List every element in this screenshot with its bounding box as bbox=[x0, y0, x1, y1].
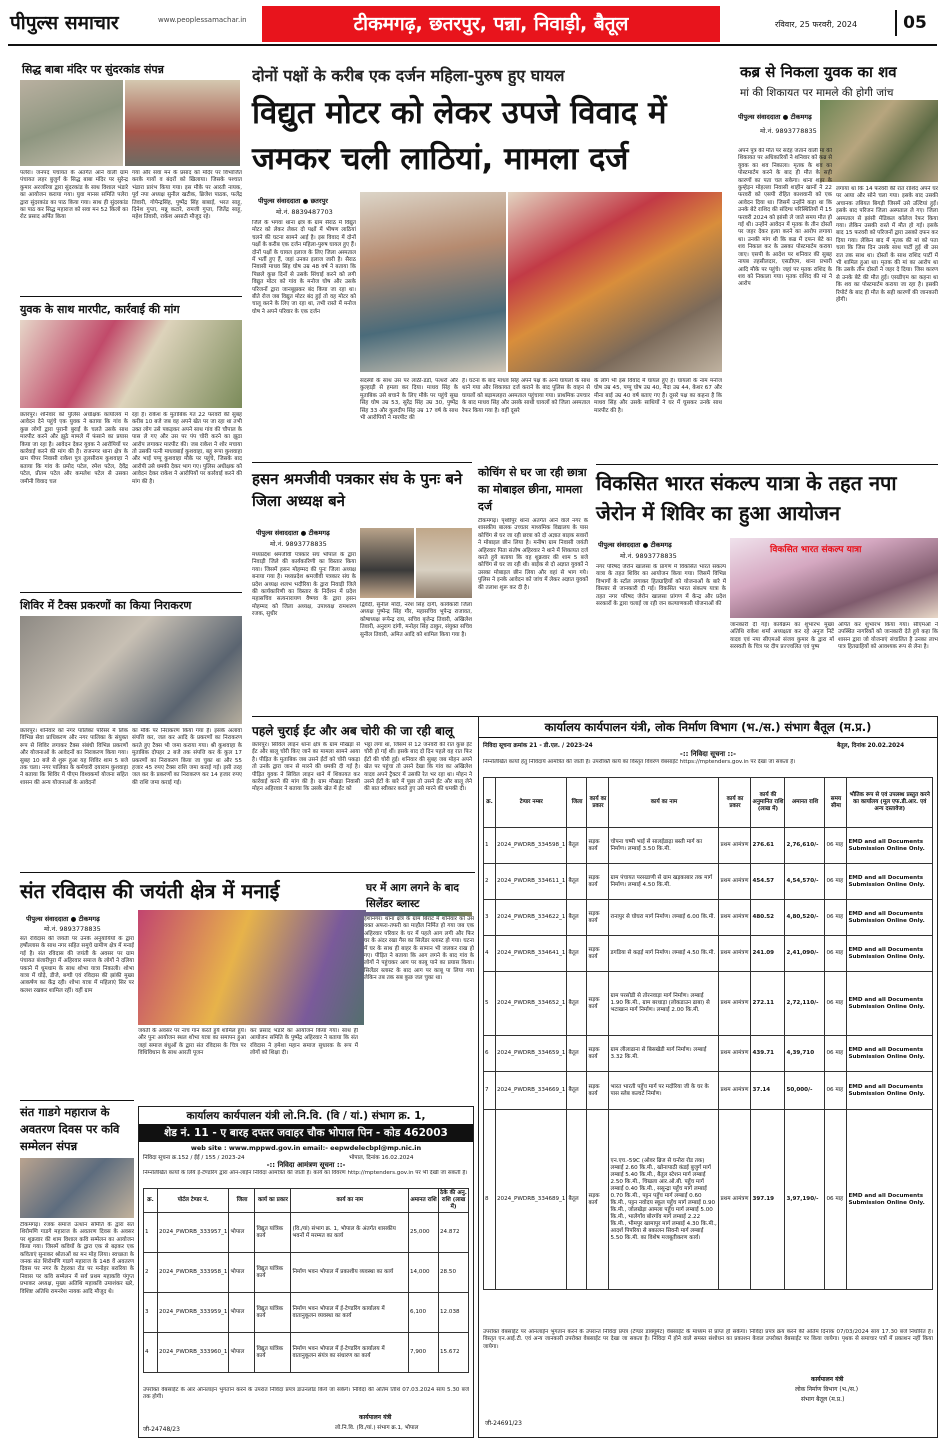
cell: बैतूल bbox=[567, 900, 587, 936]
cell: बैतूल bbox=[567, 1110, 587, 1290]
cell: 5 bbox=[484, 972, 496, 1036]
rule-a4 bbox=[20, 872, 475, 873]
cell: EMD and all Documents Submission Online Only. bbox=[847, 1036, 933, 1072]
cell: EMD and all Documents Submission Online Only. bbox=[847, 864, 933, 900]
tender1-sign2: लो.नि.वि. (वि./यां.) संभाग क्र.1, भोपाल bbox=[335, 1425, 419, 1431]
t1-h-portal: पोर्टल टेण्डर नं. bbox=[158, 1189, 229, 1213]
a12-photo bbox=[730, 538, 938, 618]
cell: 06 माह bbox=[825, 1036, 847, 1072]
cell: प्रथम आमंत्रण bbox=[719, 936, 751, 972]
cell: 3 bbox=[144, 1293, 158, 1333]
regions-banner: टीकमगढ़, छतरपुर, पन्ना, निवाड़ी, बैतूल bbox=[262, 6, 720, 42]
cell: 06 माह bbox=[825, 972, 847, 1036]
cell: प्रथम आमंत्रण bbox=[719, 972, 751, 1036]
cell: 2 bbox=[484, 864, 496, 900]
t2-h-invite: कार्य का प्रकार bbox=[719, 778, 751, 828]
a11-sub: मां की शिकायत पर मामले की होगी जांच bbox=[740, 87, 894, 99]
cell: प्रथम आमंत्रण bbox=[719, 1110, 751, 1290]
t2-h-sn: क्र. bbox=[484, 778, 496, 828]
a5-body: टीकमगढ़। रजक समाज उत्थान समिति के द्वारा संत शिरोमणि गाडगे महाराज के अवतरण दिवस के अवसर पर शुक्रवार की शाम विशाल कवि सम्मेलन का आयोजन किया गया। जिसमें कवियों के द्वारा एक से बढ़कर एक कविताएं सुनाकर श्रोताओं का मन मोह लिया। स्वच्छता के जनक संत शिरोमणि गाडगे महाराज के 148 वें अवतरण दिवस पर नगर के टेहरका रोड पर मनोहर बरारिया के निवास पर कवि सम्मेलन में सर्व प्रथम महाकवि पंगुप्त प्रभाकर अध्यक्ष, मुख्य अतिथि महाकवि उमाशंकर खरे, विशिष्ट अतिथि रामनरेश नायक आदि मौजूद थे। bbox=[20, 1222, 134, 1295]
t2-h-office: भौतिक रूप से एवं उपलब्ध प्रस्तुत करने का कार्यालय (मूल एफ.डी.आर. एवं अन्य दस्तावेज) bbox=[847, 778, 933, 828]
issue-date: रविवार, 25 फरवरी, 2024 bbox=[775, 20, 858, 29]
cell: 3,97,190/- bbox=[785, 1110, 825, 1290]
a9-col1: छतरपुर। सिविल लाइन थाना क्षेत्र के ग्राम मौखड़ा से ईंट और बालू चोरी किए जाने का मामला सामने आया है। पीड़ित के मुताबिक जब उसने ईंटों को चोरी पकड़ा तो उनके द्वारा जान से मारने की धमकी दी गई है। पीड़ित युवक ने सिविल लाइन थाने में शिकायत कर कार्रवाई करने की मांग की है। ग्राम मौखड़ा निवासी मोहन अहिरवार ने बताया कि उसके खेत में ईंट को bbox=[252, 742, 360, 793]
a1-headline: सिद्ध बाबा मंदिर पर सुंदरकांड संपन्न bbox=[22, 63, 164, 76]
cell: 2 bbox=[144, 1253, 158, 1293]
cell: भोपाल bbox=[229, 1253, 255, 1293]
cell: बैतूल bbox=[567, 1072, 587, 1110]
a6-col3: है। घटना के बाद माधव सिंह अपने पक्ष के अन्य घायलों के साथ थाने गया और शिकायत दर्ज कराने के बाद पुलिस के वाहन से घायलों को बड़ामलहरा अस्पताल पहुंचाया गया। प्राथमिक उपचार के बाद माधव सिंह और उसके साथी घायलों को जिला अस्पताल रेफर किया गया है। वहीं दूसरे bbox=[462, 378, 590, 414]
cell: प्रथम आमंत्रण bbox=[719, 1072, 751, 1110]
a12-byline: पीपुल्स संवाददाता ● टीकमगढ़ bbox=[598, 541, 672, 549]
table-row bbox=[144, 1213, 469, 1253]
cell: (वि./यां) संभाग क्र. 1, भोपाल के अंतर्गत शासकीय भवनों में मरम्मत का कार्य bbox=[291, 1213, 409, 1253]
cell: विद्युत यांत्रिक कार्य bbox=[255, 1253, 291, 1293]
cell: 2024_PWDRB_334641_1 bbox=[496, 936, 567, 972]
t2-h-work: कार्य का नाम bbox=[609, 778, 719, 828]
cell: 2024_PWDRB_333958_1 bbox=[158, 1253, 229, 1293]
rule-a7 bbox=[252, 462, 472, 463]
rule-a12 bbox=[596, 464, 938, 465]
cell: 06 माह bbox=[825, 828, 847, 864]
cell: भोपाल bbox=[229, 1213, 255, 1253]
cell: 25,000 bbox=[409, 1213, 439, 1253]
table-row bbox=[484, 972, 933, 1036]
a11-col1: अपने पुत्र की मौत पर संदेह जताने वाली मां की शिकायत पर अधिकारियों ने शनिवार को कब्र से युवक का शव निकाला। मृतक के शव का पोस्टमार्टम करने के बाद ही मौत के सही कारणों का पता चल सकेगा। थाना शहर के कुम्हेड़न मोहल्ला निवासी शाहीन खानों ने 22 फरवरी को एसपी रोहित काशवानी को एक आवेदन दिया था। जिसमें उन्होंने कहा था कि उनके बेटे राशिद की संदिग्ध परिस्थितियों में 15 फरवरी 2024 को झांसी ले जाते समय मौत हो गई थी। उन्होंने आवेदन में मृतक के तीन दोस्तों पर जहर देकर हत्या करने का आरोप लगाया था। उनकी मांग थी कि कब्र में दफन बेटे का शव निकाल कर के उसका पोस्टमार्टम कराया जाए। एसपी के आदेश पर शनिवार की सुबह नायब तहसीलदार, एसडीएम, थाना प्रभारी आदि मौके पर पहुंचे। जहां पर मृतक राशिद के शव को निकाला गया। मृतक राशिद की मां ने आरोप bbox=[738, 148, 832, 288]
table-row bbox=[484, 1072, 933, 1110]
cell: 4 bbox=[484, 936, 496, 972]
a4-col3: कर प्रसाद भंडारे का आयोजन किया गया। साथ ही आयोजन समिति के पुष्पेंद्र अहिरवार ने बताया कि संत रविदास ने हमेशा महान समाज सुधारक के रूप में लोगों को शिक्षा दी। bbox=[250, 1028, 358, 1057]
a6-photo-right bbox=[508, 192, 722, 372]
cell: 3 bbox=[484, 900, 496, 936]
masthead bbox=[0, 0, 945, 48]
t1-h-sn: क्र. bbox=[144, 1189, 158, 1213]
cell: निर्माण भवन भोपाल में ई-टेण्डरिंग कार्यालय में वातानुकूलन व्यवस्था का कार्य bbox=[291, 1293, 409, 1333]
cell: बैतूल bbox=[567, 936, 587, 972]
cell: डगडिया से कढ़ई मार्ग निर्माण। लम्बाई 4.50 कि.मी. bbox=[609, 936, 719, 972]
a4-mobile: मो.नं. 9893778835 bbox=[44, 925, 101, 933]
cell: 50,000/- bbox=[785, 1072, 825, 1110]
cell: ग्राम पंचायत परसडाणी से ग्राम खड़काबार तक मार्ग निर्माण। लम्बाई 4.50 कि.मी. bbox=[609, 864, 719, 900]
tender2-sign2: लोक निर्माण विभाग (भ./स.) bbox=[795, 1386, 859, 1393]
tender1-sub: -:: निविदा आमंत्रण सूचना ::- bbox=[266, 1161, 346, 1169]
cell: रानापुर से घोघरा मार्ग निर्माण। लम्बाई 6.00 कि.मी. bbox=[609, 900, 719, 936]
a7-headline: हसन श्रमजीवी पत्रकार संघ के पुनः बने जिला अध्यक्ष बने bbox=[252, 470, 463, 510]
tender1-intro: निम्नलिखित कार्यों के लिये ई-टेण्डरिंग द्वारा ऑन-लाईन निविदा आमंत्रित की जाती है। कार्य का विवरण http://mptenders.gov.in पर भी देखी जा सकती है। bbox=[143, 1170, 468, 1176]
a4-col2: जयंती के अवसर पर नाच गान करते हुये शामिल हुये। और पुनः आयोजन स्थल शोभा यात्रा का समापन हुआ जहां समाज बंधुओं के द्वारा संत रविदास के चित्र पर विधिविधान के साथ आरती पूजन bbox=[138, 1028, 246, 1057]
cell: EMD and all Documents Submission Online Only. bbox=[847, 936, 933, 972]
cell: 06 माह bbox=[825, 900, 847, 936]
a6-byline: पीपुल्स संवाददाता ● छतरपुर bbox=[258, 197, 328, 205]
cell: 4 bbox=[144, 1333, 158, 1373]
tender2-box bbox=[478, 716, 938, 1438]
t1-h-type: कार्य का प्रकार bbox=[255, 1189, 291, 1213]
tender2-ref: जी-24691/23 bbox=[485, 1420, 522, 1427]
tender2-sign: कार्यपालन यंत्री bbox=[811, 1376, 844, 1383]
tender2-title-rule bbox=[479, 737, 937, 738]
cell: 6,100 bbox=[409, 1293, 439, 1333]
cell: 276.61 bbox=[751, 828, 785, 864]
cell: 2024_PWDRB_334611_1 bbox=[496, 864, 567, 900]
cell: 397.19 bbox=[751, 1110, 785, 1290]
cell: 8 bbox=[484, 1110, 496, 1290]
cell: 2,72,110/- bbox=[785, 972, 825, 1036]
a11-byline: पीपुल्स संवाददाता ● टीकमगढ़ bbox=[738, 113, 812, 121]
a6-photo-left bbox=[360, 192, 506, 372]
a4-col1: संत रविदास की जयंती पर उनके अनुयायियों के द्वारा हर्षोल्लास के साथ नगर सहित समूचे ग्रामीण क्षेत्र में मनाई गई है। संत रविदास की जयंती के अवसर पर ग्राम पंचायत बंजारीपुरा में अहिरवार समाज के लोगों ने दलिया पकाने में धूमधाम के साथ शोभा यात्रा निकाली। शोभा यात्रा में घोड़े, डीजे, बग्घी एवं रविदास की झांकी मुख्य आकर्षण का केंद्र रही। शोभा यात्रा में महिलाएं सिर पर कलश रखकर शामिल रहीं। वहीं ग्राम bbox=[20, 936, 134, 994]
a12-col1: नगर परिषद जेरोन खालसा के प्रांगण में विकसित भारत संकल्प यात्रा के तहत शिविर का आयोजन किया गया। जिसमें विभिन्न विभागों के स्टॉल लगाकर हितग्राहियों को योजनाओं के बारे में विस्तार से जानकारी दी गई। विकसित भारत संकल्प यात्रा के तहत नगर परिषद जेरोन खालसा प्रांगण में केन्द्र और प्रदेश सरकारों के द्वारा चलाई जा रही जन कल्याणकारी योजनाओं की bbox=[596, 564, 726, 608]
cell: ग्राम परसोडी से तोरनवाड़ा मार्ग निर्माण। लम्बाई 1.90 कि.मी., ग्राम बरधाड़ा (लोकडाउन ढाबा) से भटाखान मार्ग निर्माण। लम्बाई 2.00 कि.मी. bbox=[609, 972, 719, 1036]
a7-col1: मध्यप्रदेश श्रमजीवी पत्रकार संघ भोपाल के द्वारा निवाड़ी जिले की कार्यकारिणी का विस्तार किया गया। जिसमें हसन मोहम्मद की पुनः जिला अध्यक्ष बनाया गया है। मध्यप्रदेश श्रमजीवी पत्रकार संघ के प्रदेश अध्यक्ष शलभ भदौरिया के द्वारा निवाड़ी जिले की कार्यकारिणी का विस्तार के निर्देशन में प्रदेश महासचिव सत्यनारायण वैष्णव के द्वारा हसन मोहम्मद को जिला अध्यक्ष, उपाध्यक्ष रामशरण रजक, सुधीर bbox=[252, 552, 356, 618]
cell: बैतूल bbox=[567, 828, 587, 864]
cell: 241.09 bbox=[751, 936, 785, 972]
table-row bbox=[484, 828, 933, 864]
site-url: www.peoplessamachar.in bbox=[158, 16, 247, 24]
a5-photo bbox=[20, 1158, 134, 1218]
table-row bbox=[484, 1110, 933, 1290]
cell: भारत भारती पहुँच मार्ग पर मदोरिया जी के घर के पास स्लेब कल्वर्ट निर्माण। bbox=[609, 1072, 719, 1110]
a12-col2: जानकारी दी गई। कार्यक्रम का शुभारंभ मुख्य अतिथि राकेश शर्मा अध्यक्षता कर रहे अनुज निटें यादव एवं नपा सीएमओ संजय कुमार के द्वारा माँ सरस्वती के चित्र पर दीप प्रज्ज्वलित एवं पुष्प bbox=[730, 622, 834, 651]
cell: सड़क कार्य bbox=[587, 1072, 609, 1110]
page-number: 05 bbox=[895, 10, 933, 36]
a1-photo-left bbox=[20, 80, 123, 166]
cell: सड़क कार्य bbox=[587, 936, 609, 972]
cell: सड़क कार्य bbox=[587, 828, 609, 864]
a4-byline: पीपुल्स संवाददाता ● टीकमगढ़ bbox=[26, 915, 100, 923]
cell: 4,54,570/- bbox=[785, 864, 825, 900]
cell: बैतूल bbox=[567, 1036, 587, 1072]
cell: 439.71 bbox=[751, 1036, 785, 1072]
cell: EMD and all Documents Submission Online Only. bbox=[847, 828, 933, 864]
brand-logo: पीपुल्स समाचार bbox=[10, 12, 119, 34]
cell: विद्युत यांत्रिक कार्य bbox=[255, 1213, 291, 1253]
cell: निर्माण भवन भोपाल में ई-टेण्डरिंग कार्यालय में वातानुकूलन संयंत्र का संधारण का कार्य bbox=[291, 1333, 409, 1373]
cell: 7,900 bbox=[409, 1333, 439, 1373]
cell: भोपाल bbox=[229, 1293, 255, 1333]
cell: एन.एच.-59C (ओवर ब्रिज से घनोरा रोड तक) लम्बाई 2.60 कि.मी., खोनापाठी कंडई बुजुर्ग मार्ग लम्बाई 5.40 कि.मी., बैतूल स्टेशन मार्ग लम्बाई 2.50 कि.मी., चिखला आर.ओ.बी. पहुँच मार्ग लम्बाई 0.40 कि.मी., ससुन्द्रा पहुँच मार्ग लम्बाई 0.70 कि.मी., पट्टन पहुँच मार्ग लम्बाई 0.60 कि.मी., पट्टन नवोदय स्कूल पहुँच मार्ग लम्बाई 0.90 कि.मी., जोलखेड़ा आमला पहुँच मार्ग लम्बाई 5.00 कि.मी., भालेगाँव बोरगाँव मार्ग लम्बाई 2.22 कि.मी., भीमपुर खामापुर मार्ग लम्बाई 4.30 कि.मी., आदर्श पिपरिया से बकालन सिवनी मार्ग लम्बाई 5.50 कि.मी. का विशेष मजबूतीकरण कार्य। bbox=[609, 1110, 719, 1290]
table-row bbox=[144, 1333, 469, 1373]
cell: विद्युत यांत्रिक कार्य bbox=[255, 1293, 291, 1333]
cell: चोपना चष्पी भाई से सालईडाढ़ा बस्ती मार्ग का निर्माण। लम्बाई 3.50 कि.मी. bbox=[609, 828, 719, 864]
cell: 2,76,610/- bbox=[785, 828, 825, 864]
t1-h-district: जिला bbox=[229, 1189, 255, 1213]
cell: सड़क कार्य bbox=[587, 972, 609, 1036]
t2-h-worktype: कार्य का प्रकार bbox=[587, 778, 609, 828]
cell: EMD and all Documents Submission Online Only. bbox=[847, 900, 933, 936]
a11-photo bbox=[820, 100, 938, 182]
cell: 1 bbox=[484, 828, 496, 864]
a1-photo-right bbox=[125, 80, 240, 166]
cell: 06 माह bbox=[825, 864, 847, 900]
cell: 06 माह bbox=[825, 1072, 847, 1110]
tender2-intro: निम्नलिखित कार्यों हेतु निविदायें आमंत्रित की जाती है। उपरोक्ति कार्य का विस्तृत विवरण वेबसाईट https://mptenders.gov.in पर देखा जा सकता है। bbox=[483, 759, 796, 765]
masthead-rule bbox=[8, 44, 937, 46]
a6-col1: जिले के भगवां थाना क्षेत्र के ग्राम सैराठ में विद्युत मोटर को लेकर लेकर दो पक्षों में भीषण लाठियां चलने की घटना सामने आई है। इस विवाद में दोनों पक्षों के करीब एक दर्जन महिला-पुरुष घायल हुए हैं। दोनों पक्षों के घायल इलाज के लिए जिला अस्पताल में भर्ती हुए हैं, जहां उनका इलाज जारी है। सैराठ निवासी माधव सिंह घोष उम्र 48 वर्ष ने बताया कि पिछले कुछ दिनों से उसके सिंचाई करने को लगी विद्युत मोटर को गांव के मनोज घोष और उसके परिजनों द्वारा जानबूझकर बंद किया जा रहा था। बीते रोज जब विद्युत मोटर बंद हुई तो वह मोटर को चालू करने के लिए जा रहा था, तभी रास्ते में मनोज घोष ने अपने परिवार के एक दर्जन bbox=[252, 220, 356, 315]
tender1-address: शेड नं. 11 - ए बारह दफ्तर जवाहर चौक भोपाल पिन - कोड 462003 bbox=[139, 1124, 473, 1142]
t1-h-est: ठेके की अनु. राशि (लाख में) bbox=[439, 1189, 469, 1213]
a3-col1: छतरपुर। शनिवार को नगर पालिका परिसर में लिंक विभिन्न सेवा प्राधिकरण और नगर पालिका के संयुक्त रूप से शिविर लगाकर टैक्स संबंधी विभिन्न प्रकरणों और योजनाओं के आवेदनों का निराकरण किया गया। सुबह 10 बजे से शुरू हुआ यह शिविर शाम 5 बजे तक चला। नगर पालिका के कर्मचारी दयाराम कुशवाहा ने बताया कि शिविर में पीएम विश्वकर्मा योजना सहित शासन की अन्य योजनाओं के आवेदनों bbox=[20, 728, 128, 786]
t2-h-emd: अमानत राशि bbox=[785, 778, 825, 828]
cell: बैतूल bbox=[567, 972, 587, 1036]
a7-photo-2 bbox=[416, 528, 472, 598]
a7-mobile: मो.नं. 9893778835 bbox=[270, 540, 327, 548]
a2-col2: रहा है। राकेश के मुताबिक गत 22 फरवरी की सुबह करीब 10 बजे जब वह अपने खेत पर जा रहा था तभी उक्त लोग उसे पकड़कर अपने साथ गांव की चौपाल के पास ले गए और उस पर पंप चोरी करने का झूठा आरोप लगाकर मारपीट की। जब राकेश ने शोर मचाया तो उसकी पत्नी माधवबाई कुशवाहा, बहू रूपा कुशवाहा और भाई पप्पू कुशवाहा मौके पर पहुंचे, जिसके बाद आरोपी उसे धमकी देकर भाग गए। पुलिस अधीक्षक को आवेदन देकर राकेश ने आरोपियों पर कार्रवाई करने की मांग की है। bbox=[132, 412, 242, 485]
tender2-table bbox=[483, 777, 933, 1290]
table-row bbox=[484, 900, 933, 936]
cell: सड़क कार्य bbox=[587, 864, 609, 900]
cell: 2024_PWDRB_334689_1 bbox=[496, 1110, 567, 1290]
a12-banner-text: विकसित भारत संकल्प यात्रा bbox=[770, 545, 862, 555]
a4-headline: संत रविदास की जयंती क्षेत्र में मनाई bbox=[20, 879, 280, 903]
a3-headline: शिविर में टैक्स प्रकरणों का किया निराकरण bbox=[20, 599, 192, 612]
tender1-title: कार्यालय कार्यपालन यंत्री लो.नि.वि. (वि / यां.) संभाग क्र. 1, bbox=[186, 1110, 426, 1122]
tender1-notice-date: भोपाल, दिनांक 16.02.2024 bbox=[349, 1155, 414, 1161]
tender1-header-row bbox=[144, 1189, 469, 1213]
a6-col2: सदस्यों के साथ उस पर लाठी-डंडों, पत्थरों और कुल्हाड़ी से हमला कर दिया। माधव सिंह के मुताबिक उसे बचाने के लिए मौके पर पहुंचे सुख सिंह घोष उम्र 53, सुरेंद्र सिंह उम्र 30, पुष्पेंद्र सिंह 33 और कुलदीप सिंह उम्र 17 वर्ष के साथ भी आरोपियों ने मारपीट की bbox=[360, 378, 458, 422]
cell: 6 bbox=[484, 1036, 496, 1072]
cell: 15.672 bbox=[439, 1333, 469, 1373]
t2-h-est: कार्य की अनुमानित राशि (लाख में) bbox=[751, 778, 785, 828]
cell: 4,80,520/- bbox=[785, 900, 825, 936]
cell: 272.11 bbox=[751, 972, 785, 1036]
a6-col4: के लोग भी इस विवाद में घायल हुए हैं। घायलों के नाम मनोज घोष उम्र 45, पप्पू घोष उम्र 40, मैदा उम्र 44, केशर 67 और मीना बाई उम्र 40 वर्ष बताए गए हैं। दूसरे पक्ष का कहना है कि माधव सिंह और उसके साथियों ने घर में घुसकर उनके साथ मारपीट की है। bbox=[594, 378, 722, 414]
a7-photo-1 bbox=[360, 528, 414, 598]
cell: 2024_PWDRB_334659_1 bbox=[496, 1036, 567, 1072]
cell: EMD and all Documents Submission Online Only. bbox=[847, 972, 933, 1036]
cell: 2024_PWDRB_334652_1 bbox=[496, 972, 567, 1036]
t1-h-work: कार्य का नाम bbox=[291, 1189, 409, 1213]
cell: 28.50 bbox=[439, 1253, 469, 1293]
cell: प्रथम आमंत्रण bbox=[719, 828, 751, 864]
a3-col2: का मौके पर निराकरण किया गया है। इसके अलावा संपत्ति कर, जल कर आदि के प्रकरणों का निराकरण करते हुए टैक्स भी जमा कराया गया। श्री कुशवाहा के मुताबिक दोपहर 2 बजे तक संपत्ति कर के कुल 17 प्रकरणों का निराकरण किया जा चुका था और 55 हजार 45 रुपए टैक्स राशि जमा कराई गई। इसी तरह जल कर के प्रकरणों का निराकरण कर 14 हजार रुपए की राशि जमा कराई गई। bbox=[132, 728, 242, 786]
cell: प्रथम आमंत्रण bbox=[719, 864, 751, 900]
cell: बैतूल bbox=[567, 864, 587, 900]
cell: 2024_PWDRB_333959_1 bbox=[158, 1293, 229, 1333]
cell: EMD and all Documents Submission Online Only. bbox=[847, 1110, 933, 1290]
cell: EMD and all Documents Submission Online Only. bbox=[847, 1072, 933, 1110]
tender2-notice-date: बैतूल, दिनांक 20.02.2024 bbox=[837, 743, 905, 749]
a8-body: टीकमगढ़। पृथ्वीपुर थाना अंतर्गत आने वाले नगर के शासकीय बालक उच्चतर माध्यमिक विद्यालय के पास कोचिंग से घर जा रही छात्रा को दो अज्ञात बाइक सवारों ने मोबाइल छीन लिया है। मनीषा ग्राम निवासी जयंती अहिरवार पिता संतोष अहिरवार ने थाने में शिकायत दर्ज करते हुये बताया कि वह शुक्रवार की शाम 5 बजे कोचिंग से घर जा रही थी। बाईक से दो अज्ञात युवकों ने उसका मोबाइल छीन लिया और वहां से भाग गये। पुलिस ने इनके आवेदन को जांच में लेकर अज्ञात युवकों की तलाश शुरू कर दी है। bbox=[478, 518, 588, 591]
cell: 4,39,710 bbox=[785, 1036, 825, 1072]
cell: 454.57 bbox=[751, 864, 785, 900]
a6-kicker: दोनों पक्षों के करीब एक दर्जन महिला-पुरुष हुए घायल bbox=[252, 66, 565, 85]
cell: 37.14 bbox=[751, 1072, 785, 1110]
a6-headline: विद्युत मोटर को लेकर उपजे विवाद में जमकर चली लाठियां, मामला दर्ज bbox=[252, 95, 667, 177]
tender2-sign3: संभाग बैतूल (म.प्र.) bbox=[801, 1396, 845, 1403]
a11-headline: कब्र से निकला युवक का शव bbox=[740, 63, 897, 81]
table-row bbox=[484, 1036, 933, 1072]
table-row bbox=[144, 1293, 469, 1333]
tender1-foot: उपरोक्त वेबसाईट के आर ऑनलाइन भुगतान करने के उपरांत निविदा प्रपत्र डाउनलोड किये जा सकेंगे। निविदा की अंतिम तिथि 07.03.2024 सायं 5.30 बजे तक होगी। bbox=[143, 1387, 469, 1401]
a7-byline: पीपुल्स संवाददाता ● टीकमगढ़ bbox=[256, 529, 330, 537]
cell: सड़क कार्य bbox=[587, 900, 609, 936]
a9-headline: पहले चुराई ईंट और अब चोरी की जा रही बालू bbox=[252, 724, 454, 738]
cell: 06 माह bbox=[825, 1110, 847, 1290]
cell: 1 bbox=[144, 1213, 158, 1253]
a11-col2: लगाया था कि 14 फरवरी की रात राशिद अपने घर पर आया और सोने चला गया। इसके बाद उसकी अचानक तबियत बिगड़ी जिसमें उसे उल्टियां हुईं। इसके बाद परिजन जिला अस्पताल ले गए। जिला अस्पताल से झांसी मेडिकल कॉलेज रेफर किया गया। लेकिन उसकी रास्ते में मौत हो गई। इसके बाद 15 फरवरी को परिजनों द्वारा उसको दफन कर दिया गया। लेकिन बाद में मृतक की मां को पता चला कि जिस दिन उसके साथ पार्टी हुई थी उस रात तक साथ था। दोस्तों के साथ राशिद पार्टी में भी शामिल हुआ था। मृतक की मां का आरोप था कि उसके तीन दोस्तों ने जहर दे दिया। जिस कारण से उनके बेटे की मौत हुई। एसडीएम का कहना था कि शव का पोस्टमार्टम कराया जा रहा है। इसकी रिपोर्ट के बाद ही मौत के सही कारणों की जानकारी होगी। bbox=[836, 186, 938, 304]
a5-headline: संत गाडगे महाराज के अवतरण दिवस पर कवि सम्मेलन संपन्न bbox=[20, 1105, 120, 1153]
tender1-notice-no: निविदा सूचना क्र.152 / ईई / 155 / 2023-24 bbox=[143, 1155, 245, 1161]
tender2-title: कार्यालय कार्यपालन यंत्री, लोक निर्माण विभाग (भ./स.) संभाग बैतूल (म.प्र.) bbox=[544, 720, 872, 734]
a9-col2: भट्टा लगा था, जिसमें से 12 जनवरी की रात कुछ ईंट चोरी हो गई थीं। इसके बाद दो दिन पहले वह रात फिर ईंटों की चोरी हुई। शनिवार की सुबह जब मोहन अपने खेत पर पहुंचा तो उसने देखा कि गांव का अखिलेश यादव अपने ट्रैक्टर में उसकी रेत भर रहा था। मोहन ने उसने ईंटों के बारे में पूछा तो उसने ईंट और बालू लेने की बात स्वीकार करते हुए उसे मारने की धमकी दी। bbox=[364, 742, 472, 793]
t2-h-district: जिला bbox=[567, 778, 587, 828]
cell: ग्राम लीलाढाना से बिसखेडी मार्ग निर्माण। लम्बाई 3.32 कि.मी. bbox=[609, 1036, 719, 1072]
cell: 2024_PWDRB_334598_1 bbox=[496, 828, 567, 864]
cell: 2024_PWDRB_334622_1 bbox=[496, 900, 567, 936]
cell: 06 माह bbox=[825, 936, 847, 972]
cell: 2024_PWDRB_333960_1 bbox=[158, 1333, 229, 1373]
cell: सड़क कार्य bbox=[587, 1110, 609, 1290]
t2-h-tender: टेण्डर नम्बर bbox=[496, 778, 567, 828]
a12-mobile: मो.नं. 9893778835 bbox=[620, 552, 677, 560]
t1-h-emd: अमानत राशि bbox=[409, 1189, 439, 1213]
table-row bbox=[484, 936, 933, 972]
a1-col1: पलेरा। जनपद पंचायत के अंतर्गत आने वाली ग्राम पंचायत लहर बुजुर्ग के सिद्ध बाबा मंदिर पर सुरेन्द्र कुमार अरजरिया द्वारा सुंदरकांड के साथ विशाल भंडारे का आयोजन कराया गया। युवा मानस समिति पलेरा द्वारा सुंदरकांड का पाठ किया गया। साथ ही सुंदरकांड का पाठ कर सिद्ध महाराज को सवा मन 52 किलो का रोट प्रसाद अर्पित किया bbox=[20, 170, 128, 221]
table-row bbox=[484, 864, 933, 900]
cell: निर्माण भवन भोपाल में प्रकाशीय व्यवस्था का कार्य bbox=[291, 1253, 409, 1293]
a2-col1: छतरपुर। शनिवार को पुलिस अधीक्षक कार्यालय में आवेदन देने पहुंचे एक युवक ने बताया कि गांव के कुछ लोगों द्वारा पुरानी बुराई के चलते उसके साथ मारपीट करने और झूठे मामले में फंसाने का प्रयास किया जा रहा है। आवेदन देकर युवक ने आरोपियों पर कार्रवाई करने की मांग की है। राजनगर थाना क्षेत्र के ग्राम पीपर निवासी राकेश पुत्र तुलसीराम कुशवाहा ने बताया कि गांव के प्रमोद पटेल, रमेश पटेल, देवेंद्र पटेल, प्रीतम पटेल और कमलेश पटेल से उसका जमीनी विवाद चल bbox=[20, 412, 128, 485]
tender2-notice-no: निविदा सूचना क्रमांक 21 - डी.एल. / 2023-24 bbox=[483, 743, 593, 749]
a6-mobile: मो.नं. 8839487703 bbox=[276, 208, 333, 216]
tender1-ref: जी-24748/23 bbox=[143, 1426, 180, 1433]
a8-headline: कोचिंग से घर जा रही छात्रा का मोबाइल छीना, मामला दर्ज bbox=[478, 466, 587, 513]
cell: 480.52 bbox=[751, 900, 785, 936]
a12-col3: अर्पित कर शुभारंभ किया गया। सीएमओ ने उपस्थित नागरिकों को जानकारी देते हुये कहा कि शासन द्वारा जो योजनाएं संचालित है उनका लाभ पात्र हितग्राहियों को आवश्यक रूप से लेना है। bbox=[838, 622, 938, 651]
tender1-web: web site : www.mppwd.gov.in email:- eepwdelecbpl@mp.nic.in bbox=[190, 1144, 422, 1152]
tender2-foot: उपरोक्त वेबसाईट पर ऑनलाईन भुगतान करने के उपरान्त निविदा प्रपत्र (टेण्डर डाक्यूमेंट) वेबसाईट के माध्यम से प्राप्त हो सकेगा। निविदा प्रपत्र क्रय करने की अंतिम दिनांक 07/03/2024 सायं 17.30 बजे निर्धारित है। विस्तृत एन.आई.टी. एवं अन्य जानकारी उपरोक्त वेबसाईट पर देखा जा सकता है। निविदा में होने वाले समस्त संशोधन का प्रकाशन केवल उपरोक्त वेबसाईट पर किया जायेगा। पृथक से समाचार पत्रों में प्रकाशन नहीं किया जायेगा। bbox=[483, 1329, 933, 1350]
rule-a2 bbox=[20, 296, 242, 297]
table-row bbox=[144, 1253, 469, 1293]
a10-body: ईशानगर। थाना क्षेत्र के ग्राम बिराट में शनिवार को उस वक्त अफरा-तफरी का माहौल निर्मित हो गया जब एक अहिरवार परिवार के घर में पहले आग लगी और फिर घर के अंदर रखा गैस का सिलेंडर ब्लास्ट हो गया। घटना में घर के साथ ही बाहर के सामान भी जलकर राख हो गए। पीड़ित ने बताया कि आग लगने के बाद गांव के लोगों ने पहुंचकर आग पर काबू पाने का प्रयास किया। सिलेंडर ब्लास्ट के बाद आग पर काबू पा लिया गया लेकिन तब तक सब कुछ जल चुका था। bbox=[364, 916, 474, 1100]
cell: 7 bbox=[484, 1072, 496, 1110]
cell: विद्युत यांत्रिक कार्य bbox=[255, 1333, 291, 1373]
tender1-sign: कार्यपालन यंत्री bbox=[359, 1414, 392, 1421]
cell: 24.872 bbox=[439, 1213, 469, 1253]
a10-headline-box: घर में आग लगने के बाद सिलेंडर ब्लास्ट bbox=[366, 880, 474, 912]
a3-photo bbox=[20, 616, 242, 724]
rule-a5 bbox=[20, 1100, 134, 1101]
a2-photo bbox=[20, 320, 242, 408]
cell: प्रथम आमंत्रण bbox=[719, 1036, 751, 1072]
a1-col2: गया और सवा मन के प्रसाद को मंदिर पर विभाजित करके गायों व बंदरों को खिलाया। जिसके पश्चात भंडारा प्रारंभ किया गया। इस मौके पर आरती नायक, पूर्व नपा अध्यक्ष सुनील खटीक, ब्रिजेश पाठक, फलेंद्र तिवारी, गोपेन्द्रसिंह, पुष्पेंद्र सिंह बाबाई, भरत साहू, दिनेश गुप्ता, मन्नू कटारे, रामजी गुप्ता, जितेंद्र साहू, महेश तिवारी, राकेश असाटी मौजूद रहे। bbox=[132, 170, 242, 221]
tender1-box bbox=[138, 1106, 474, 1438]
a11-mobile: मो.नं. 9893778835 bbox=[760, 127, 817, 135]
cell: 2024_PWDRB_334669_1 bbox=[496, 1072, 567, 1110]
cell: 2024_PWDRB_333957_1 bbox=[158, 1213, 229, 1253]
cell: 12.038 bbox=[439, 1293, 469, 1333]
a12-headline: विकसित भारत संकल्प यात्रा के तहत नपा जेरोन में शिविर का हुआ आयोजन bbox=[596, 471, 897, 525]
tender2-header-row bbox=[484, 778, 933, 828]
a2-headline: युवक के साथ मारपीट, कार्रवाई की मांग bbox=[20, 303, 180, 316]
a7-col2: द्विवेदी, सुनील मोदी, नरेश सिंह दांगी, कार्यकारी जिला अध्यक्ष पुष्पेन्द्र सिंह गौर, महासचिव भूपेन्द्र राजावत, कोषाध्यक्ष रूपेन्द्र राय, सचिव बृजेन्द्र तिवारी, अखिलेश तिवारी, अनुराग दांगी, मनोहर सिंह ठाकुर, संयुक्त सचिव सुनील तिवारी, अमित आदि को शामिल किया गया है। bbox=[360, 602, 472, 638]
cell: 14,000 bbox=[409, 1253, 439, 1293]
cell: प्रथम आमंत्रण bbox=[719, 900, 751, 936]
cell: 2,41,090/- bbox=[785, 936, 825, 972]
tender1-table bbox=[143, 1188, 469, 1373]
tender2-sub: -:: निविदा सूचना ::- bbox=[679, 750, 737, 758]
rule-a3 bbox=[20, 592, 242, 593]
t2-h-time: समय सीमा bbox=[825, 778, 847, 828]
cell: भोपाल bbox=[229, 1333, 255, 1373]
cell: सड़क कार्य bbox=[587, 1036, 609, 1072]
